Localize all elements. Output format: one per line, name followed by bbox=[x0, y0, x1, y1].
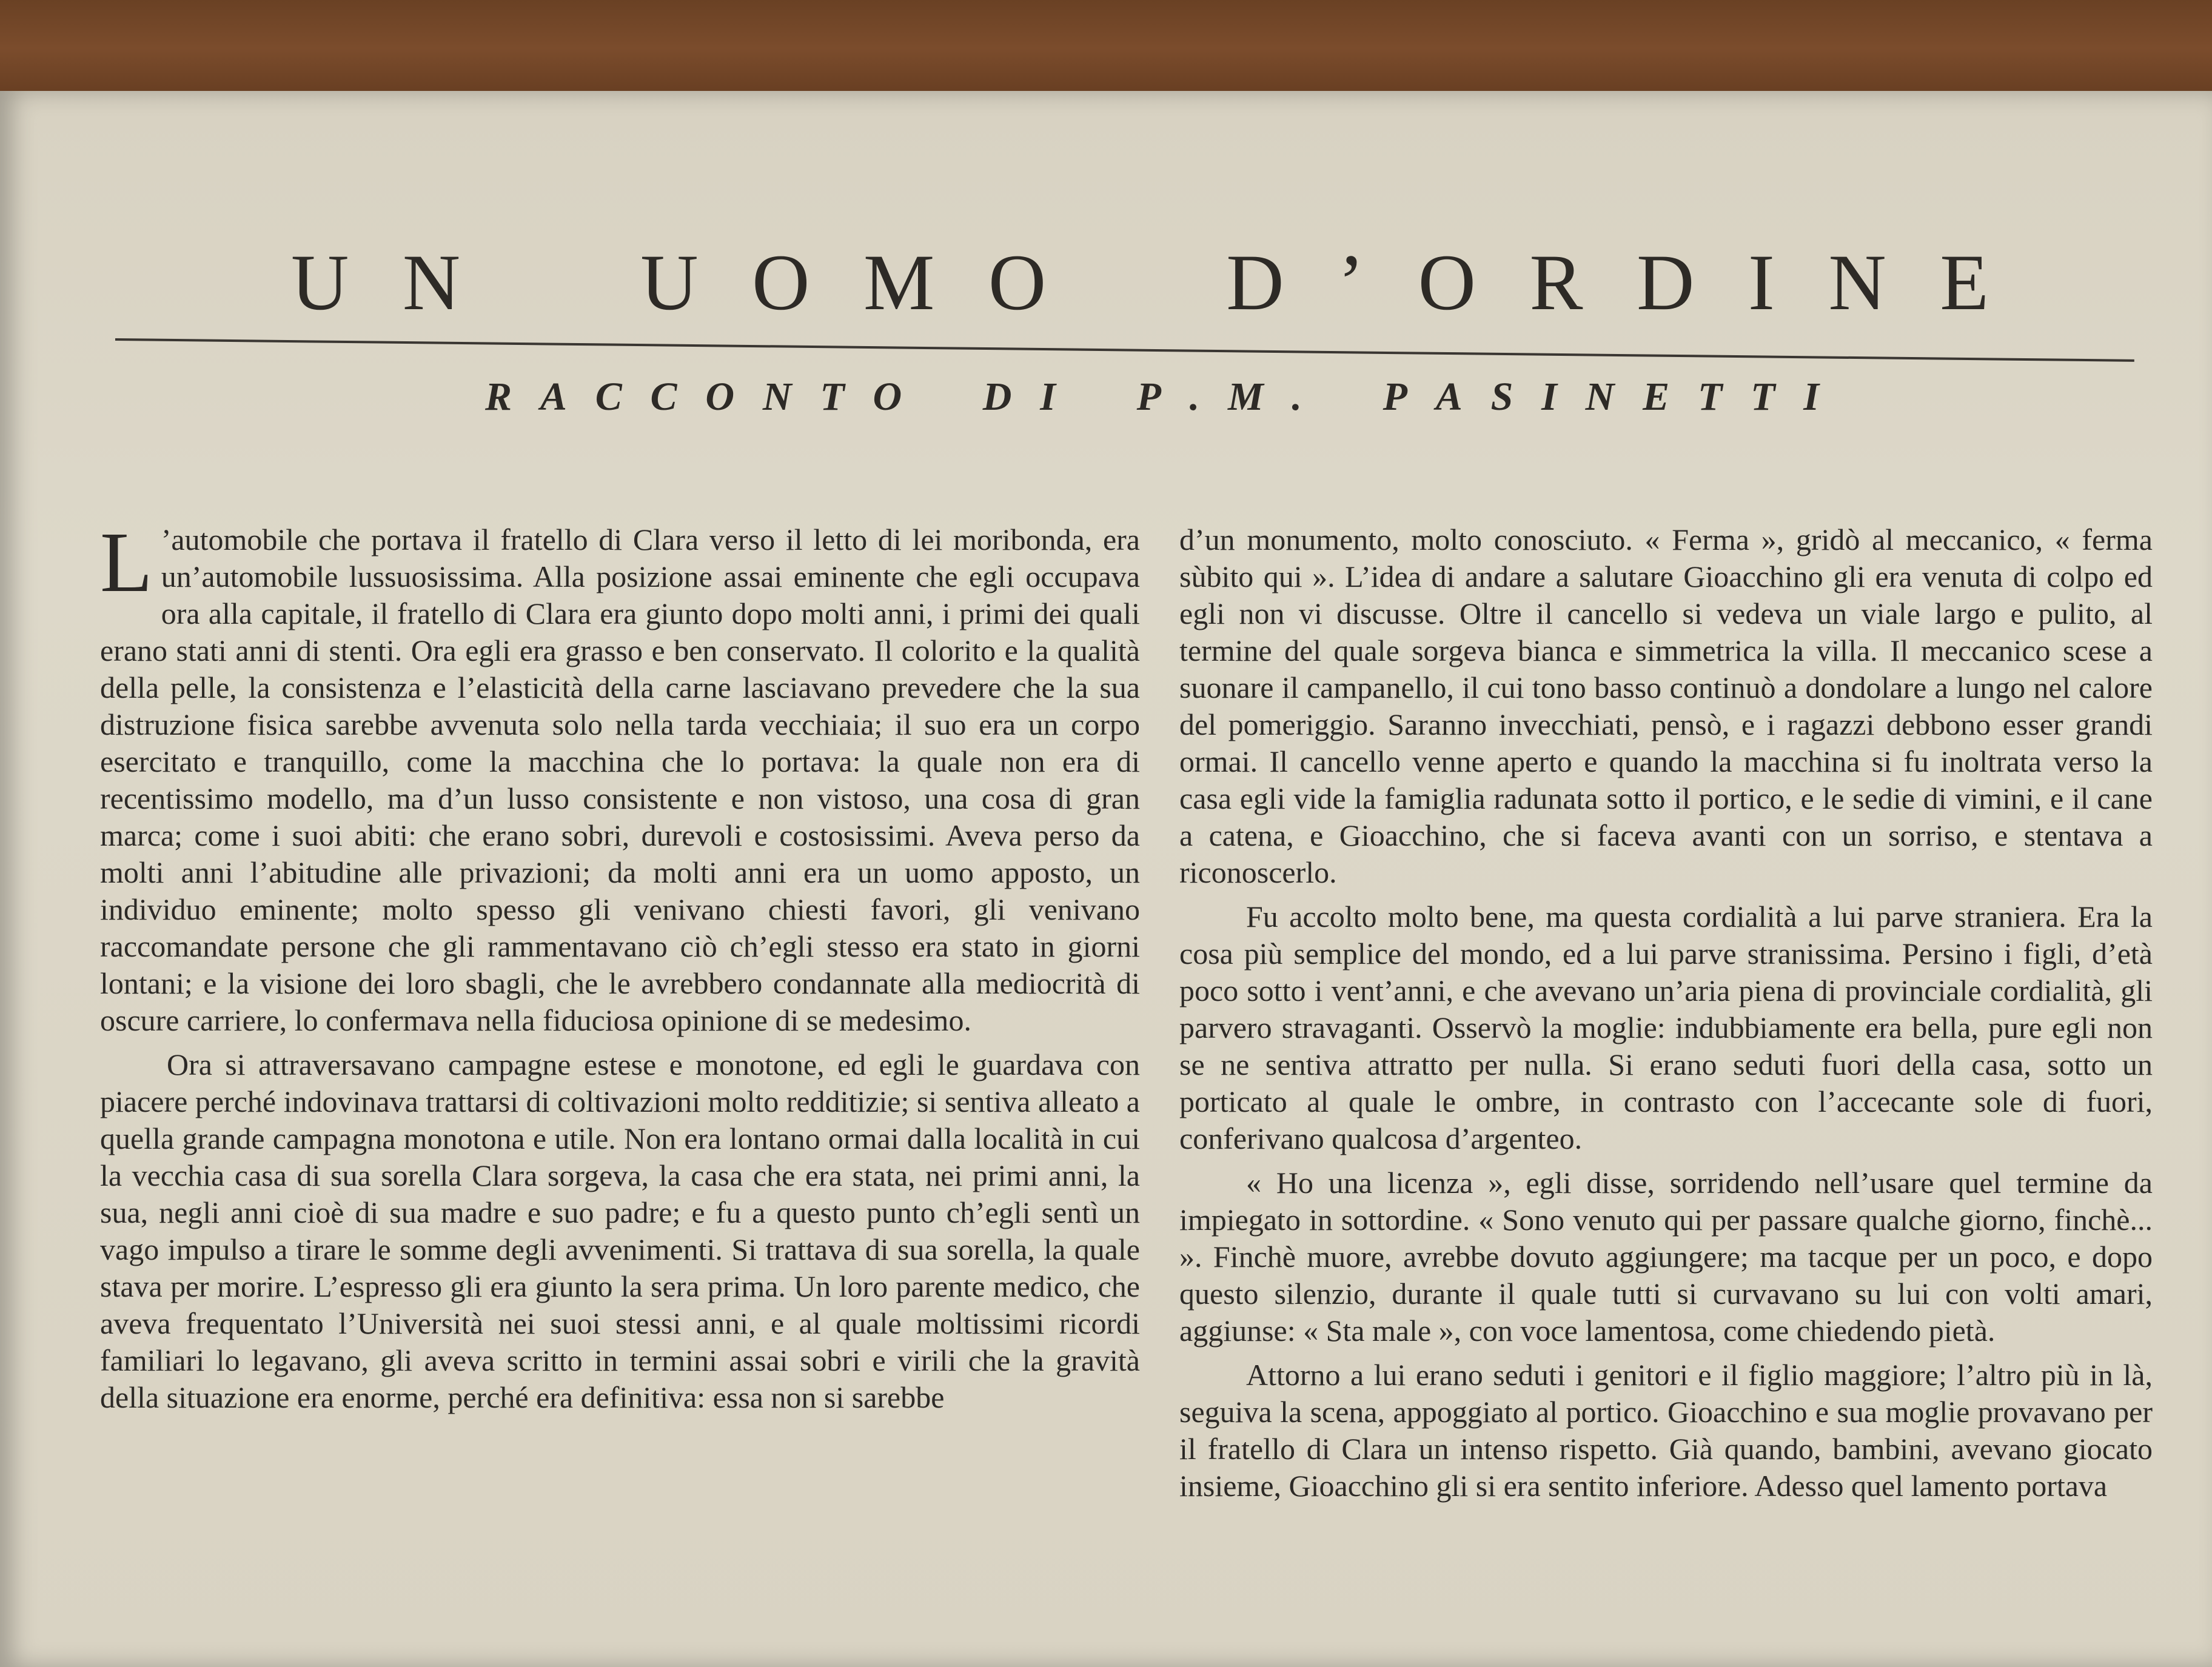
paragraph-text: ’automobile che portava il fratello di Clara verso il letto di lei moribonda, era un’automobile lussuosissima. Alla posizione assai eminente che egli occupava ora alla capitale, il fratello di Clara era giunto dopo molti anni, i primi dei quali erano stati anni di stenti. Ora egli era grasso e ben conservato. Il colorito e la qualità della pelle, la consistenza e l’elasticità della carne lasciavano prevedere che la sua distruzione fisica sarebbe avvenuta solo nella tarda vecchiaia; il suo era un corpo esercitato e tranquillo, come la macchina che lo portava: la quale non era di recentissimo modello, ma d’un lusso consistente e non vistoso, una cosa di gran marca; come i suoi abiti: che erano sobri, durevoli e costosissimi. Aveva perso da molti anni l’abitudine alle privazioni; da molti anni era un uomo apposto, un individuo eminente; molto spesso gli venivano chiesti favori, gli venivano raccomandate persone che gli rammentavano ciò ch’egli stesso era stato in giorni lontani; e la visione dei loro sbagli, che le avrebbero condannate alla mediocrità di oscure carriere, lo confermava nella fiduciosa opinione di se medesimo. bbox=[100, 523, 1140, 1037]
byline-letter: . bbox=[1189, 375, 1200, 419]
text-column-right bbox=[1179, 521, 2153, 1655]
byline-letter: T bbox=[1751, 375, 1775, 419]
title-letter: D bbox=[1637, 237, 1695, 327]
byline-letter: P bbox=[1382, 375, 1407, 419]
byline-letter: A bbox=[540, 375, 567, 419]
paragraph: d’un monumento, molto conosciuto. « Ferma », gridò al meccanico, « ferma sùbito qui ». L’idea di andare a salutare Gioacchino gli era venuta di colpo ed egli non vi discusse. Oltre il cancello si vedeva un viale largo e pulito, al termine del quale sorgeva bianca e simmetrica la villa. Il meccanico scese a suonare il campanello, il cui tono basso continuò a dondolare a lungo nel calore del pomeriggio. Saranno invecchiati, pensò, e i ragazzi debbono esser grandi ormai. Il cancello venne aperto e quando la macchina si fu inoltrata verso la casa egli vide la famiglia radunata sotto il portico, e le sedie di vimini, e il cane a catena, e Gioacchino, che si faceva avanti con un sorriso, e stentava a riconoscerlo. bbox=[1179, 523, 2153, 889]
byline-letter: P bbox=[1136, 375, 1161, 419]
title-letter: N bbox=[402, 237, 461, 327]
byline-letter: O bbox=[705, 375, 735, 419]
byline-letter: . bbox=[1292, 375, 1302, 419]
title-letter: U bbox=[640, 237, 699, 327]
title-letter: ’ bbox=[1338, 237, 1365, 327]
byline-letter: O bbox=[873, 375, 902, 419]
byline-letter: N bbox=[1585, 375, 1615, 419]
byline-letter: N bbox=[762, 375, 792, 419]
paragraph: « Ho una licenza », egli disse, sorridendo nell’usare quel termine da impiegato in sottordine. « Sono venuto qui per passare qualche giorno, finchè... ». Finchè muore, avrebbe dovuto aggiungere; ma tacque per un poco, e dopo questo silenzio, durante il quale tutti si curvavano su lui con volti amari, aggiunse: « Sta male », con voce lamentosa, come chiedendo pietà. bbox=[1179, 1166, 2153, 1348]
paragraph bbox=[100, 521, 1140, 1039]
title-letter: I bbox=[1748, 237, 1775, 327]
title-letter: E bbox=[1940, 237, 1989, 327]
byline-letter: T bbox=[820, 375, 845, 419]
byline-letter: C bbox=[650, 375, 677, 419]
text-column-left bbox=[100, 521, 1140, 1655]
byline-letter: R bbox=[485, 375, 512, 419]
title-letter: D bbox=[1226, 237, 1284, 327]
paragraph: Fu accolto molto bene, ma questa cordialità a lui parve straniera. Era la cosa più semplice del mondo, ed a lui parve stranissima. Persino i figli, d’età poco sotto i vent’anni, e che avevano un’aria piena di provinciale cordialità, gli parvero stravaganti. Osservò la moglie: indubbiamente era bella, pure egli non se ne sentiva attratto per nulla. Si erano seduti fuori della casa, sotto un porticato al quale le ombre, in contrasto con l’accecante sole di fuori, conferivano qualcosa d’argenteo. bbox=[1179, 900, 2153, 1155]
byline-letter: S bbox=[1490, 375, 1513, 419]
byline-letter: I bbox=[1541, 375, 1557, 419]
title-letter: U bbox=[291, 237, 349, 327]
byline-letter: M bbox=[1228, 375, 1264, 419]
byline-letter: E bbox=[1643, 375, 1670, 419]
byline bbox=[485, 370, 1819, 424]
story-title bbox=[291, 230, 1989, 333]
title-letter: O bbox=[1418, 237, 1476, 327]
paragraph: Ora si attraversavano campagne estese e monotone, ed egli le guardava con piacere perché indovinava trattarsi di coltivazioni molto redditizie; si sentiva alleato a quella grande campagna monotona e utile. Non era lontano ormai dalla località in cui la vecchia casa di sua sorella Clara sorgeva, la casa che era stata, nei primi anni, la sua, negli anni cioè di sua madre e suo padre; e fu a questo punto ch’egli sentì un vago impulso a tirare le somme degli avvenimenti. Si trattava di sua sorella, la quale stava per morire. L’espresso gli era giunto la sera prima. Un loro parente medico, che aveva frequentato l’Università nei suoi stessi anni, e al quale moltissimi ricordi familiari lo legavano, gli aveva scritto in termini assai sobri e virili che la gravità della situazione era enorme, perché era definitiva: essa non si sarebbe bbox=[100, 1047, 1140, 1414]
title-letter: R bbox=[1529, 237, 1583, 327]
byline-letter: T bbox=[1698, 375, 1723, 419]
paragraph: Attorno a lui erano seduti i genitori e il figlio maggiore; l’altro più in là, seguiva la scena, appoggiato al portico. Gioacchino e sua moglie provavano per il fratello di Clara un intenso rispetto. Già quando, bambini, avevano giocato insieme, Gioacchino gli si era sentito inferiore. Adesso quel lamento portava bbox=[1179, 1358, 2153, 1503]
title-letter: O bbox=[752, 237, 810, 327]
byline-letter: D bbox=[982, 375, 1012, 419]
byline-letter: C bbox=[595, 375, 622, 419]
byline-letter: I bbox=[1803, 375, 1819, 419]
title-letter: M bbox=[863, 237, 935, 327]
byline-letter: I bbox=[1040, 375, 1056, 419]
byline-letter: A bbox=[1435, 375, 1463, 419]
title-letter: N bbox=[1828, 237, 1886, 327]
drop-cap: L bbox=[100, 521, 153, 610]
title-letter: O bbox=[988, 237, 1047, 327]
